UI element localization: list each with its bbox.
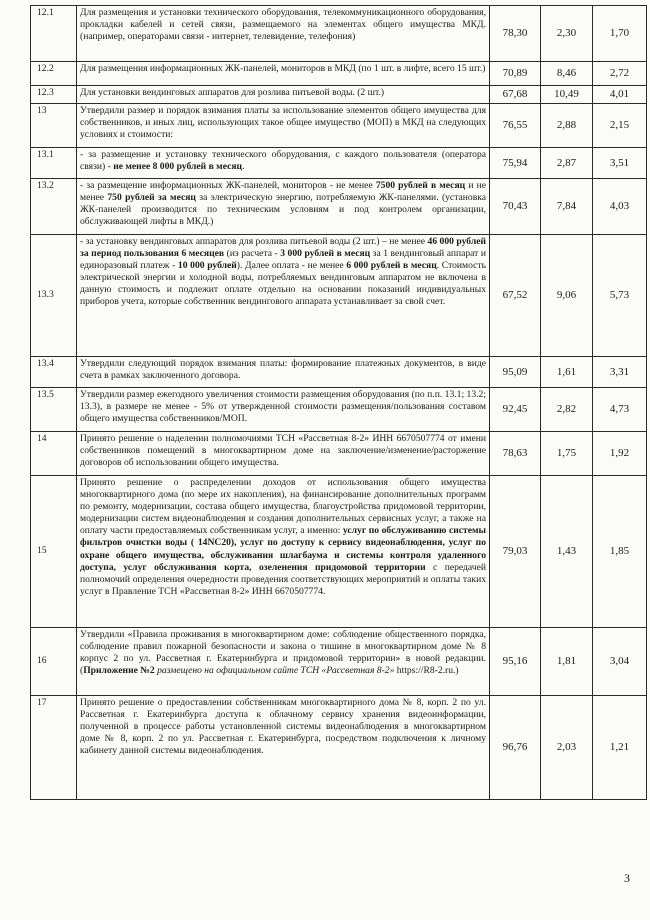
text-span: - за размещение и установку технического оборудования, с каждого пользователя (оператора связи) - <box>80 149 486 173</box>
vote-percent-v3: 1,70 <box>593 6 647 62</box>
text-span: и не менее <box>80 180 487 204</box>
text-span: за электрическую энергию, потребляемую ЖК-панелями. (установка ЖК-панелей производится по техническим условиям и под контролем организации, обслуживающей лифты в МКД.) <box>80 192 486 228</box>
vote-percent-v3: 2,72 <box>593 62 647 86</box>
bold-text: 10 000 рублей <box>177 260 237 272</box>
table-row <box>31 104 647 148</box>
vote-percent-v2: 1,81 <box>541 628 593 696</box>
table-row <box>31 432 647 476</box>
item-number: 15 <box>31 476 77 628</box>
item-number: 12.2 <box>31 62 77 86</box>
vote-percent-v3: 1,85 <box>593 476 647 628</box>
item-description <box>77 62 490 86</box>
text-span: https://R8-2.ru.) <box>394 665 459 677</box>
vote-percent-v1: 75,94 <box>490 148 541 179</box>
vote-percent-v2: 2,87 <box>541 148 593 179</box>
vote-percent-v2: 10,49 <box>541 86 593 104</box>
vote-percent-v1: 78,30 <box>490 6 541 62</box>
bold-text: не менее 8 000 рублей в месяц <box>113 161 243 173</box>
item-number: 13 <box>31 104 77 148</box>
text-span: с передачей полномочий определения очередности проведения соответствующих мероприятий и оплаты таких услуг в Правление ТСН «Рассветная 8-2» ИНН 6670507774. <box>80 561 486 597</box>
text-span: Утвердили размер ежегодного увеличения стоимости размещения оборудования (по п.п. 13.1; 13.2; 13.3), в размере не менее - 5% от утвержденной стоимости размещения/пользования составом общего имущества собственников/МОП. <box>80 389 486 425</box>
table-row <box>31 179 647 235</box>
vote-percent-v2: 2,88 <box>541 104 593 148</box>
table-row <box>31 357 647 388</box>
table-row <box>31 628 647 696</box>
vote-percent-v1: 92,45 <box>490 388 541 432</box>
table-row <box>31 476 647 628</box>
bold-text: 7500 рублей в месяц <box>375 180 466 191</box>
table-row <box>31 696 647 800</box>
text-span: Для установки вендинговых аппаратов для розлива питьевой воды. (2 шт.) <box>80 87 385 98</box>
vote-percent-v3: 3,04 <box>593 628 647 696</box>
bold-text: Приложение №2 <box>83 665 155 677</box>
vote-percent-v3: 1,21 <box>593 696 647 800</box>
text-span: - за установку вендинговых аппаратов для розлива питьевой воды (2 шт.) – не менее <box>80 236 428 247</box>
vote-percent-v2: 8,46 <box>541 62 593 86</box>
text-span: Для размещения информационных ЖК-панелей, мониторов в МКД (по 1 шт. в лифте, всего 15 шт.) <box>80 63 486 74</box>
vote-percent-v3: 1,92 <box>593 432 647 476</box>
text-span: Утвердили размер и порядок взимания платы за использование элементов общего имущества для собственников, и иных лиц, использующих такое общее имущество (МОП) в МКД на следующих условиях и стоимости: <box>80 105 486 141</box>
item-number: 13.1 <box>31 148 77 179</box>
table-row <box>31 148 647 179</box>
bold-text: 3 000 рублей в месяц <box>280 248 371 260</box>
item-number: 12.1 <box>31 6 77 62</box>
text-span: Утвердили «Правила проживания в многоквартирном доме: соблюдение общественного порядка, соблюдение правил пожарной безопасности и закона о тишине в многоквартирном доме № 8 корпус 2 по ул. Рассветная г. Екатеринбурга и придомовой территории» в новой редакции. ( <box>80 629 486 677</box>
vote-percent-v3: 3,31 <box>593 357 647 388</box>
text-span: Утвердили следующий порядок взимания платы: формирование платежных документов, в виде счета в рамках заключенного договора. <box>80 358 486 382</box>
item-description <box>77 86 490 104</box>
table-row <box>31 62 647 86</box>
vote-percent-v1: 95,09 <box>490 357 541 388</box>
text-span: . Стоимость электрической энергии и холодной воды, потребляемых вендинговым аппаратом не включена в данную стоимость и подлежит оплате отдельно на основании показаний индивидуальных приборов учета, которые собственник вендингового аппарата устанавливает за свой счет. <box>80 260 486 308</box>
vote-percent-v1: 79,03 <box>490 476 541 628</box>
vote-percent-v1: 67,52 <box>490 235 541 357</box>
vote-percent-v3: 4,01 <box>593 86 647 104</box>
vote-percent-v3: 4,03 <box>593 179 647 235</box>
text-span: ). Далее оплата - не менее <box>236 260 347 272</box>
vote-percent-v2: 2,30 <box>541 6 593 62</box>
item-description <box>77 628 490 696</box>
vote-percent-v3: 3,51 <box>593 148 647 179</box>
page-number: 3 <box>624 871 630 885</box>
text-span: . <box>242 161 245 173</box>
table-row <box>31 235 647 357</box>
text-span: Для размещения и установки технического оборудования, телекоммуникационного оборудования, прокладки кабелей и сетей связи, размещаемого на элементах общего имущества МКД. (например, операторами связи - интернет, телевидение, телефония) <box>80 7 486 43</box>
item-description <box>77 432 490 476</box>
vote-percent-v1: 78,63 <box>490 432 541 476</box>
vote-percent-v2: 1,75 <box>541 432 593 476</box>
vote-percent-v1: 67,68 <box>490 86 541 104</box>
text-span: за 1 вендинговый аппарат и единоразовый платеж - <box>80 248 486 272</box>
item-number: 17 <box>31 696 77 800</box>
decisions-table <box>30 5 647 800</box>
item-description <box>77 476 490 628</box>
vote-percent-v3: 5,73 <box>593 235 647 357</box>
text-span: Принято решение о распределении доходов от использования общего имущества многоквартирного дома (по мере их накопления), на финансирование дополнительных программ по ремонту, модернизации, состава общего имущества, благоустройства придомовой территории, модернизации систем видеонаблюдения и создания дополнительных сервисных услуг, а также на оплату части предоставляемых собственникам услуг, а именно: <box>80 477 486 537</box>
item-number: 16 <box>31 628 77 696</box>
item-number: 13.5 <box>31 388 77 432</box>
item-description <box>77 357 490 388</box>
item-number: 13.3 <box>31 235 77 357</box>
vote-percent-v2: 2,82 <box>541 388 593 432</box>
item-description <box>77 6 490 62</box>
item-description <box>77 148 490 179</box>
item-description <box>77 179 490 235</box>
item-description <box>77 104 490 148</box>
vote-percent-v2: 7,84 <box>541 179 593 235</box>
item-number: 13.2 <box>31 179 77 235</box>
vote-percent-v1: 76,55 <box>490 104 541 148</box>
table-row <box>31 6 647 62</box>
item-number: 13.4 <box>31 357 77 388</box>
vote-percent-v2: 2,03 <box>541 696 593 800</box>
vote-percent-v1: 96,76 <box>490 696 541 800</box>
item-number: 14 <box>31 432 77 476</box>
text-span: Принято решение о наделении полномочиями ТСН «Рассветная 8-2» ИНН 6670507774 от имени собственников помещений в многоквартирном доме на заключение/изменение/расторжение договоров об использовании общего имущества. <box>80 433 486 469</box>
item-number: 12.3 <box>31 86 77 104</box>
vote-percent-v3: 2,15 <box>593 104 647 148</box>
table-row <box>31 86 647 104</box>
bold-text: 750 рублей за месяц <box>107 192 196 204</box>
text-span: - за размещение информационных ЖК-панелей, мониторов - не менее <box>80 180 376 191</box>
text-span: Принято решение о предоставлении собственникам многоквартирного дома № 8, корп. 2 по ул. Рассветная г. Екатеринбурга доступа к облачному сервису хранения видеоинформации, полученной в процессе работы установленной системы видеонаблюдения в многоквартирном доме № 8, корп. 2 по ул. Рассветная г. Екатеринбурга, посредством подключения к личному кабинету данной системы видеонаблюдения. <box>80 697 486 757</box>
bold-text: услуг по обслуживанию системы фильтров очистки воды ( 14NC20), услуг по доступу к сервису видеонаблюдения, услуг по охране общего имущества, обслуживания шлагбаума и системы контроля удаленного доступа, услуг обслуживания корта, озеленения придомовой территории <box>80 525 486 573</box>
item-description <box>77 696 490 800</box>
vote-percent-v1: 95,16 <box>490 628 541 696</box>
table-row <box>31 388 647 432</box>
vote-percent-v2: 9,06 <box>541 235 593 357</box>
vote-percent-v1: 70,43 <box>490 179 541 235</box>
text-span: (из расчета - <box>224 248 281 260</box>
italic-text: размещено на официальном сайте ТСН «Рассветная 8-2» <box>157 665 395 677</box>
vote-percent-v1: 70,89 <box>490 62 541 86</box>
bold-text: 46 000 рублей за период пользования 6 месяцев <box>80 236 486 260</box>
item-description <box>77 235 490 357</box>
item-description <box>77 388 490 432</box>
bold-text: 6 000 рублей в месяц <box>346 260 437 272</box>
vote-percent-v2: 1,61 <box>541 357 593 388</box>
vote-percent-v2: 1,43 <box>541 476 593 628</box>
vote-percent-v3: 4,73 <box>593 388 647 432</box>
